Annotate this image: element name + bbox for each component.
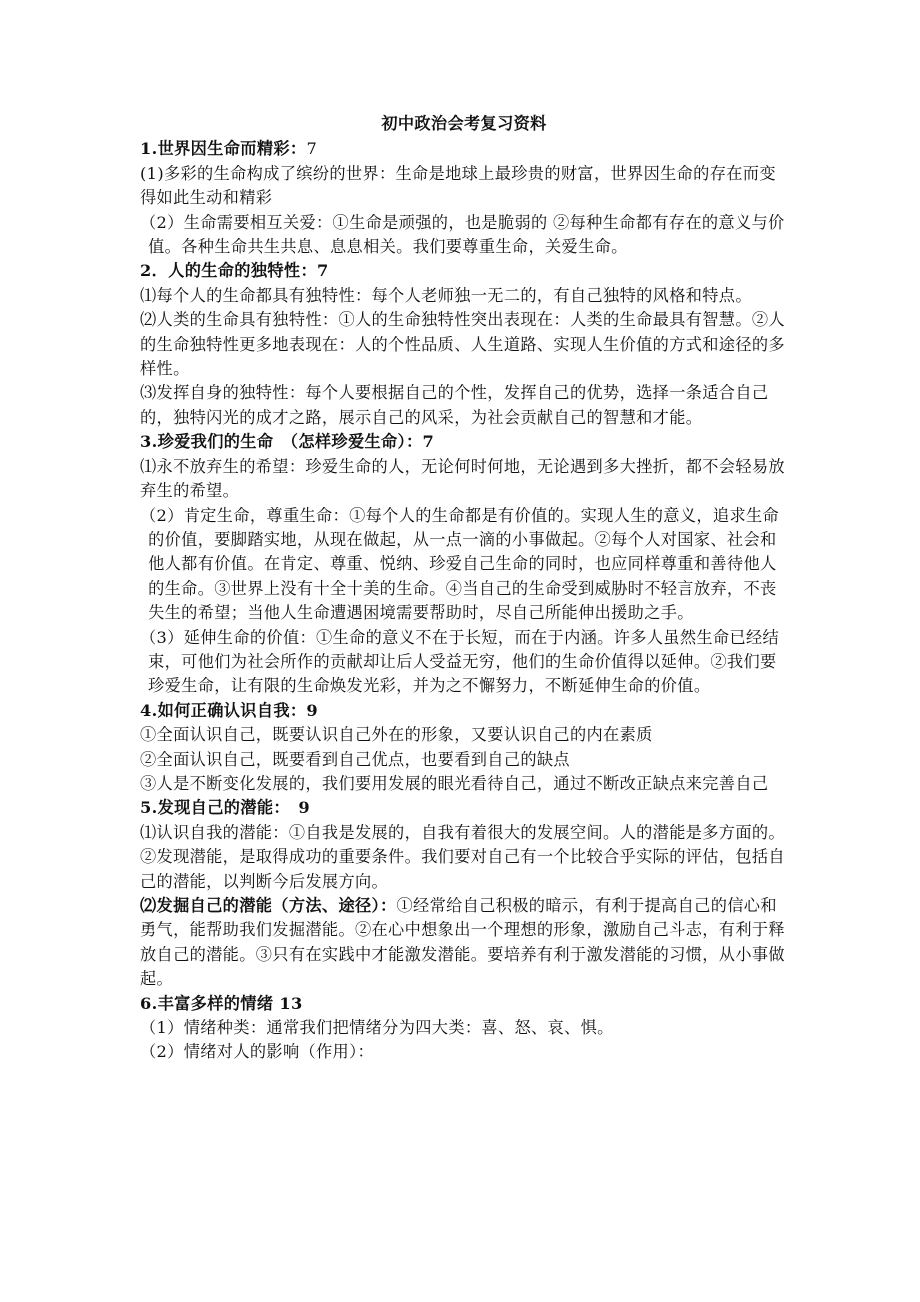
section-3-heading: 3.珍爱我们的生命 （怎样珍爱生命）：7 — [140, 432, 435, 452]
section-5-heading: 5.发现自己的潜能： 9 — [140, 798, 310, 818]
section-2-heading: 2．人的生命的独特性：7 — [140, 261, 329, 281]
section-1-paragraph-2: （2）生命需要相互关爱：①生命是顽强的，也是脆弱的 ②每种生命都有存在的意义与价值。各种生命共生共息、息息相关。我们要尊重生命，关爱生命。 — [140, 212, 785, 257]
section-4-paragraph-3: ③人是不断变化发展的，我们要用发展的眼光看待自己，通过不断改正缺点来完善自己 — [140, 773, 769, 793]
section-2-paragraph-1: ⑴每个人的生命都具有独特性：每个人老师独一无二的，有自己独特的风格和特点。 — [140, 285, 752, 305]
section-2-paragraph-3: ⑶发挥自身的独特性：每个人要根据自己的个性，发挥自己的优势，选择一条适合自己的，独特闪光的成才之路，展示自己的风采，为社会贡献自己的智慧和才能。 — [140, 383, 769, 427]
section-4-heading: 4.如何正确认识自我：9 — [140, 700, 319, 720]
section-1-heading-text: 1.世界因生命而精彩： — [140, 139, 307, 159]
section-6-paragraph-2: （2）情绪对人的影响（作用）： — [140, 1042, 375, 1062]
section-1-page-number: 7 — [306, 139, 318, 159]
section-3-paragraph-1: ⑴永不放弃生的希望：珍爱生命的人，无论何时何地，无论遇到多大挫折，都不会轻易放弃生的希望。 — [140, 456, 785, 501]
section-1-heading — [140, 137, 788, 161]
document-title: 初中政治会考复习资料 — [381, 114, 547, 133]
section-5-paragraph-1: ⑴认识自我的潜能：①自我是发展的，自我有着很大的发展空间。人的潜能是多方面的。②发现潜能，是取得成功的重要条件。我们要对自己有一个比较合乎实际的评估，包括自己的潜能，以判断今后发展方向。 — [140, 822, 785, 891]
section-3-paragraph-2: （2）肯定生命，尊重生命：①每个人的生命都是有价值的。实现人生的意义，追求生命的价值，要脚踏实地，从现在做起，从一点一滴的小事做起。②每个人对国家、社会和他人都有价值。在肯定、尊重、悦纳、珍爱自己生命的同时，也应同样尊重和善待他人的生命。③世界上没有十全十美的生命。④当自己的生命受到威胁时不轻言放弃，不丧失生的希望；当他人生命遭遇困境需要帮助时，尽自己所能伸出援助之手。 — [140, 505, 780, 623]
section-4-paragraph-2: ②全面认识自己，既要看到自己优点，也要看到自己的缺点 — [140, 749, 570, 769]
section-3-paragraph-3: （3）延伸生命的价值：①生命的意义不在于长短，而在于内涵。许多人虽然生命已经结束，可他们为社会所作的贡献却让后人受益无穷，他们的生命价值得以延伸。②我们要珍爱生命，让有限的生命焕发光彩，并为之不懈努力，不断延伸生命的价值。 — [140, 627, 780, 696]
section-6-heading: 6.丰富多样的情绪 13 — [140, 993, 303, 1013]
section-5-paragraph-2-heading: ⑵发掘自己的潜能（方法、途径）： — [140, 896, 397, 915]
document-page — [140, 112, 788, 1065]
section-4-paragraph-1: ①全面认识自己，既要认识自己外在的形象，又要认识自己的内在素质 — [140, 725, 653, 745]
section-1-paragraph-1: (1)多彩的生命构成了缤纷的世界：生命是地球上最珍贵的财富，世界因生命的存在而变得如此生动和精彩 — [140, 163, 776, 208]
section-6-paragraph-1: （1）情绪种类：通常我们把情绪分为四大类：喜、怒、哀、惧。 — [140, 1018, 614, 1038]
section-2-paragraph-2: ⑵人类的生命具有独特性：①人的生命独特性突出表现在：人类的生命最具有智慧。②人的生命独特性更多地表现在：人的个性品质、人生道路、实现人生价值的方式和途径的多样性。 — [140, 310, 785, 379]
section-5-paragraph-2 — [140, 894, 788, 992]
section-5-paragraph-2-body: ①经常给自己积极的暗示，有利于提高自己的信心和勇气，能帮助我们发掘潜能。②在心中想象出一个理想的形象，激励自己斗志，有利于释放自己的潜能。③只有在实践中才能激发潜能。要培养有利于激发潜能的习惯，从小事做起。 — [140, 896, 785, 989]
